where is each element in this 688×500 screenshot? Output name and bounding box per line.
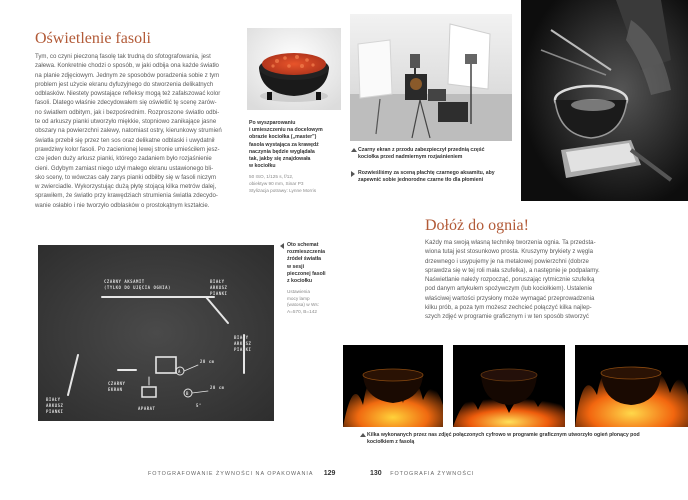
left-paragraph-line: cieni. Gdybym zamiast niego użył małego ekranu ustawionego bli- bbox=[35, 164, 214, 172]
left-paragraph-line: załewa. Konkretnie chodzi o sposób, w jaki odbija ona każde światło bbox=[35, 62, 219, 70]
fire-caption bbox=[367, 432, 687, 446]
diagram-label-dist2: 20 cm bbox=[210, 385, 225, 390]
diagram-label-right-top-3: PIANKI bbox=[210, 291, 228, 296]
right-paragraph-line: Naświetlanie należy rozpocząć, poruszając rytmicznie szufelką bbox=[425, 276, 595, 284]
diagram-caption-line: Oto schemat bbox=[287, 242, 319, 248]
left-paragraph-line: no światłem odbitym, jak i bezpośrednim. Rozproszone światło odbi- bbox=[35, 108, 220, 116]
left-paragraph-line: odblasków. Niestety powstające refleksy mogą też zafałszować kolor bbox=[35, 90, 221, 98]
left-paragraph-line: obszary na powierzchni zalewy, natomiast ostry, kierunkowy strumień bbox=[35, 127, 222, 135]
pot-caption-detail: 50 ISO, 1/125 s, f/12, bbox=[249, 174, 294, 180]
left-paragraph bbox=[35, 52, 245, 210]
studio-caption-line: zapewnić sobie jednorodne czarne tło dla płomieni bbox=[358, 177, 484, 184]
diagram-label-left-3: PIANKI bbox=[46, 409, 64, 414]
studio-caption-line: Rozwieśliśmy za sceną płachtę czarnego aksamitu, aby bbox=[358, 170, 495, 176]
left-paragraph-line: światła przebił się przez ten sos oraz delikatne odblaski i uwydatnił bbox=[35, 136, 215, 144]
diagram-label-camera: APARAT bbox=[138, 406, 156, 411]
right-paragraph-line: wiona tutaj jest stosunkowo prosta. Kruszymy brykiety z węgla bbox=[425, 248, 593, 256]
caret-up-icon bbox=[360, 433, 366, 437]
diagram-caption-detail: Ustawienia bbox=[287, 289, 310, 295]
left-paragraph-line: Tym, co czyni pieczoną fasolę tak trudną do sfotografowania, jest bbox=[35, 53, 211, 60]
fire-caption-line: kociołkiem z fasolą bbox=[367, 439, 415, 446]
diagram-label-right-mid: BIAŁY bbox=[234, 335, 249, 340]
diagram-label-angle: 5° bbox=[196, 403, 202, 408]
caret-up-icon bbox=[351, 148, 357, 152]
right-heading: Dołóż do ognia! bbox=[425, 217, 529, 234]
diagram-label-dist1: 20 cm bbox=[200, 359, 215, 364]
left-paragraph-line: w zwierciadle. Wykorzystując dużą płytę stojącą kilka metrów dalej, bbox=[35, 183, 217, 191]
right-paragraph-line: kilku prób, a poza tym możesz zechcieć połączyć kilka najlep- bbox=[425, 304, 592, 312]
pot-caption-line: naczynia będzie wyglądała bbox=[249, 148, 315, 155]
right-paragraph-line: właściwej wartości przysłony może wymagać przeprowadzenia bbox=[425, 294, 595, 302]
fire-photo-2 bbox=[453, 345, 565, 427]
footer-right-title: FOTOGRAFIA ŻYWNOŚCI bbox=[390, 471, 475, 477]
left-paragraph-line: na planie zdjęciowym. Jednym ze sposobów poradzenia sobie z tym bbox=[35, 71, 220, 79]
diagram-label-left: BIAŁY bbox=[46, 397, 61, 402]
pot-caption-line: w kociołku bbox=[249, 163, 276, 170]
left-paragraph-line: sko sceny, to wówczas cały zarys pianki odbiłby się w fasoli niczym bbox=[35, 173, 217, 181]
studio-caption-line: kociołka przed nadmiernym rozjaśnieniem bbox=[358, 154, 463, 161]
pot-caption bbox=[249, 120, 341, 194]
studio-setup-photo bbox=[350, 14, 512, 141]
right-paragraph-line: drzewnego i usypujemy je na metalowej powierzchni (dobrze bbox=[425, 257, 589, 265]
right-paragraph-line: Każdy ma swoją własną technikę tworzenia ognia. Ta przedsta- bbox=[425, 239, 596, 246]
diagram-label-right-mid-3: PIANKI bbox=[234, 347, 252, 352]
left-paragraph-line: problem jest użycie ekranu dyfuzyjnego do stworzenia delikatnych bbox=[35, 80, 214, 88]
pot-caption-line: fasola wystająca za krawędź bbox=[249, 141, 319, 148]
fire-photo-1 bbox=[343, 345, 443, 427]
diagram-label-left-2: ARKUSZ bbox=[46, 403, 64, 408]
right-paragraph-line: szych zdjęć w programie graficznym i w ten sposób stworzyć bbox=[425, 313, 589, 321]
diagram-label-top: CZARNY AKSAMIT bbox=[104, 279, 145, 284]
beans-pot-photo bbox=[247, 28, 341, 110]
left-paragraph-line: cze jeden duży arkusz pianki, którego zadaniem było rozjaśnienie bbox=[35, 155, 212, 163]
right-paragraph-line: sprawdza się w tej roli mała szufelka), a następnie je podpalamy. bbox=[425, 266, 600, 274]
left-heading: Oświetlenie fasoli bbox=[35, 30, 151, 47]
diagram-label-right-mid-2: ARKUSZ bbox=[234, 341, 252, 346]
left-paragraph-line: prawdziwy kolor fasoli. Po zacienionej lewej stronie umieściłem jesz- bbox=[35, 145, 220, 153]
pot-caption-line: tak, jakby się znajdowała bbox=[249, 156, 311, 163]
diagram-caption-line: w sesji bbox=[287, 263, 305, 270]
diagram-caption-line: źródeł światła bbox=[287, 256, 322, 263]
studio-caption-2 bbox=[358, 170, 518, 184]
pot-caption-detail: Stylizacja potrawy: Lynne Morris bbox=[249, 187, 317, 193]
left-paragraph-line: te od arkuszy pianki utworzyło miękkie, stopniowo zanikające jasne bbox=[35, 118, 217, 126]
fire-caption-line: Kilka wykonanych przez nas zdjęć połączonych cyfrowo w programie graficznym utworzyło ogień płonący pod bbox=[367, 432, 640, 438]
left-paragraph-line: sprawiłem, że światło przy krawędziach strumienia światła zdecydo- bbox=[35, 192, 218, 200]
footer-left-title: FOTOGRAFOWANIE ŻYWNOŚCI NA OPAKOWANIA bbox=[148, 471, 314, 477]
diagram-caption-line: z kociołku bbox=[287, 278, 313, 285]
diagram-label-front-2: EKRAN bbox=[108, 387, 123, 392]
diagram-caption-line: pieczonej fasoli bbox=[287, 270, 326, 277]
left-paragraph-line: fasoli. Dlatego właśnie zdecydowałem się oświetlić tę scenę zarów- bbox=[35, 99, 217, 107]
left-paragraph-line: wanie osłabło i nie tworzyło odblasków o prostokątnym kształcie. bbox=[35, 201, 210, 209]
pot-caption-line: obrazie kociołka („master") bbox=[249, 134, 317, 141]
fire-photo-3 bbox=[575, 345, 688, 427]
pot-caption-detail: obiektyw 90 mm, Sinar P3 bbox=[249, 181, 304, 187]
footer-left bbox=[148, 470, 335, 477]
right-paragraph-line: pod danym artykułem spożywczym (lub kociołkiem). Ustalenie bbox=[425, 285, 593, 293]
diagram-label-a: A bbox=[178, 369, 181, 374]
pot-caption-line: Po wyszparowaniu bbox=[249, 120, 296, 126]
pot-over-fire-photo bbox=[521, 0, 688, 201]
diagram-label-b: B bbox=[186, 391, 189, 396]
diagram-label-top-2: (TYLKO DO UJĘCIA OGNIA) bbox=[104, 285, 171, 290]
diagram-caption-detail: (watosa) w Ws: bbox=[287, 302, 320, 308]
caret-right-icon bbox=[351, 171, 355, 177]
studio-caption-line: Czarny ekran z przodu zabezpieczył przednią część bbox=[358, 147, 485, 153]
right-paragraph bbox=[425, 238, 657, 322]
pot-caption-line: i umieszczeniu na docelowym bbox=[249, 127, 323, 134]
page-number-right: 130 bbox=[370, 470, 382, 477]
caret-left-icon bbox=[280, 243, 284, 249]
studio-caption-1 bbox=[358, 147, 518, 161]
diagram-caption-detail: A=570, B=142 bbox=[287, 309, 317, 314]
diagram-caption-detail: mocy lamp bbox=[287, 295, 310, 301]
footer-right bbox=[370, 470, 474, 477]
diagram-label-right-top-2: ARKUSZ bbox=[210, 285, 228, 290]
diagram-label-right-top: BIAŁY bbox=[210, 279, 225, 284]
page-number-left: 129 bbox=[323, 470, 336, 477]
diagram-caption bbox=[287, 242, 343, 316]
diagram-label-front: CZARNY bbox=[108, 381, 126, 386]
diagram-caption-line: rozmieszczenia bbox=[287, 249, 326, 256]
lighting-diagram bbox=[38, 245, 274, 421]
